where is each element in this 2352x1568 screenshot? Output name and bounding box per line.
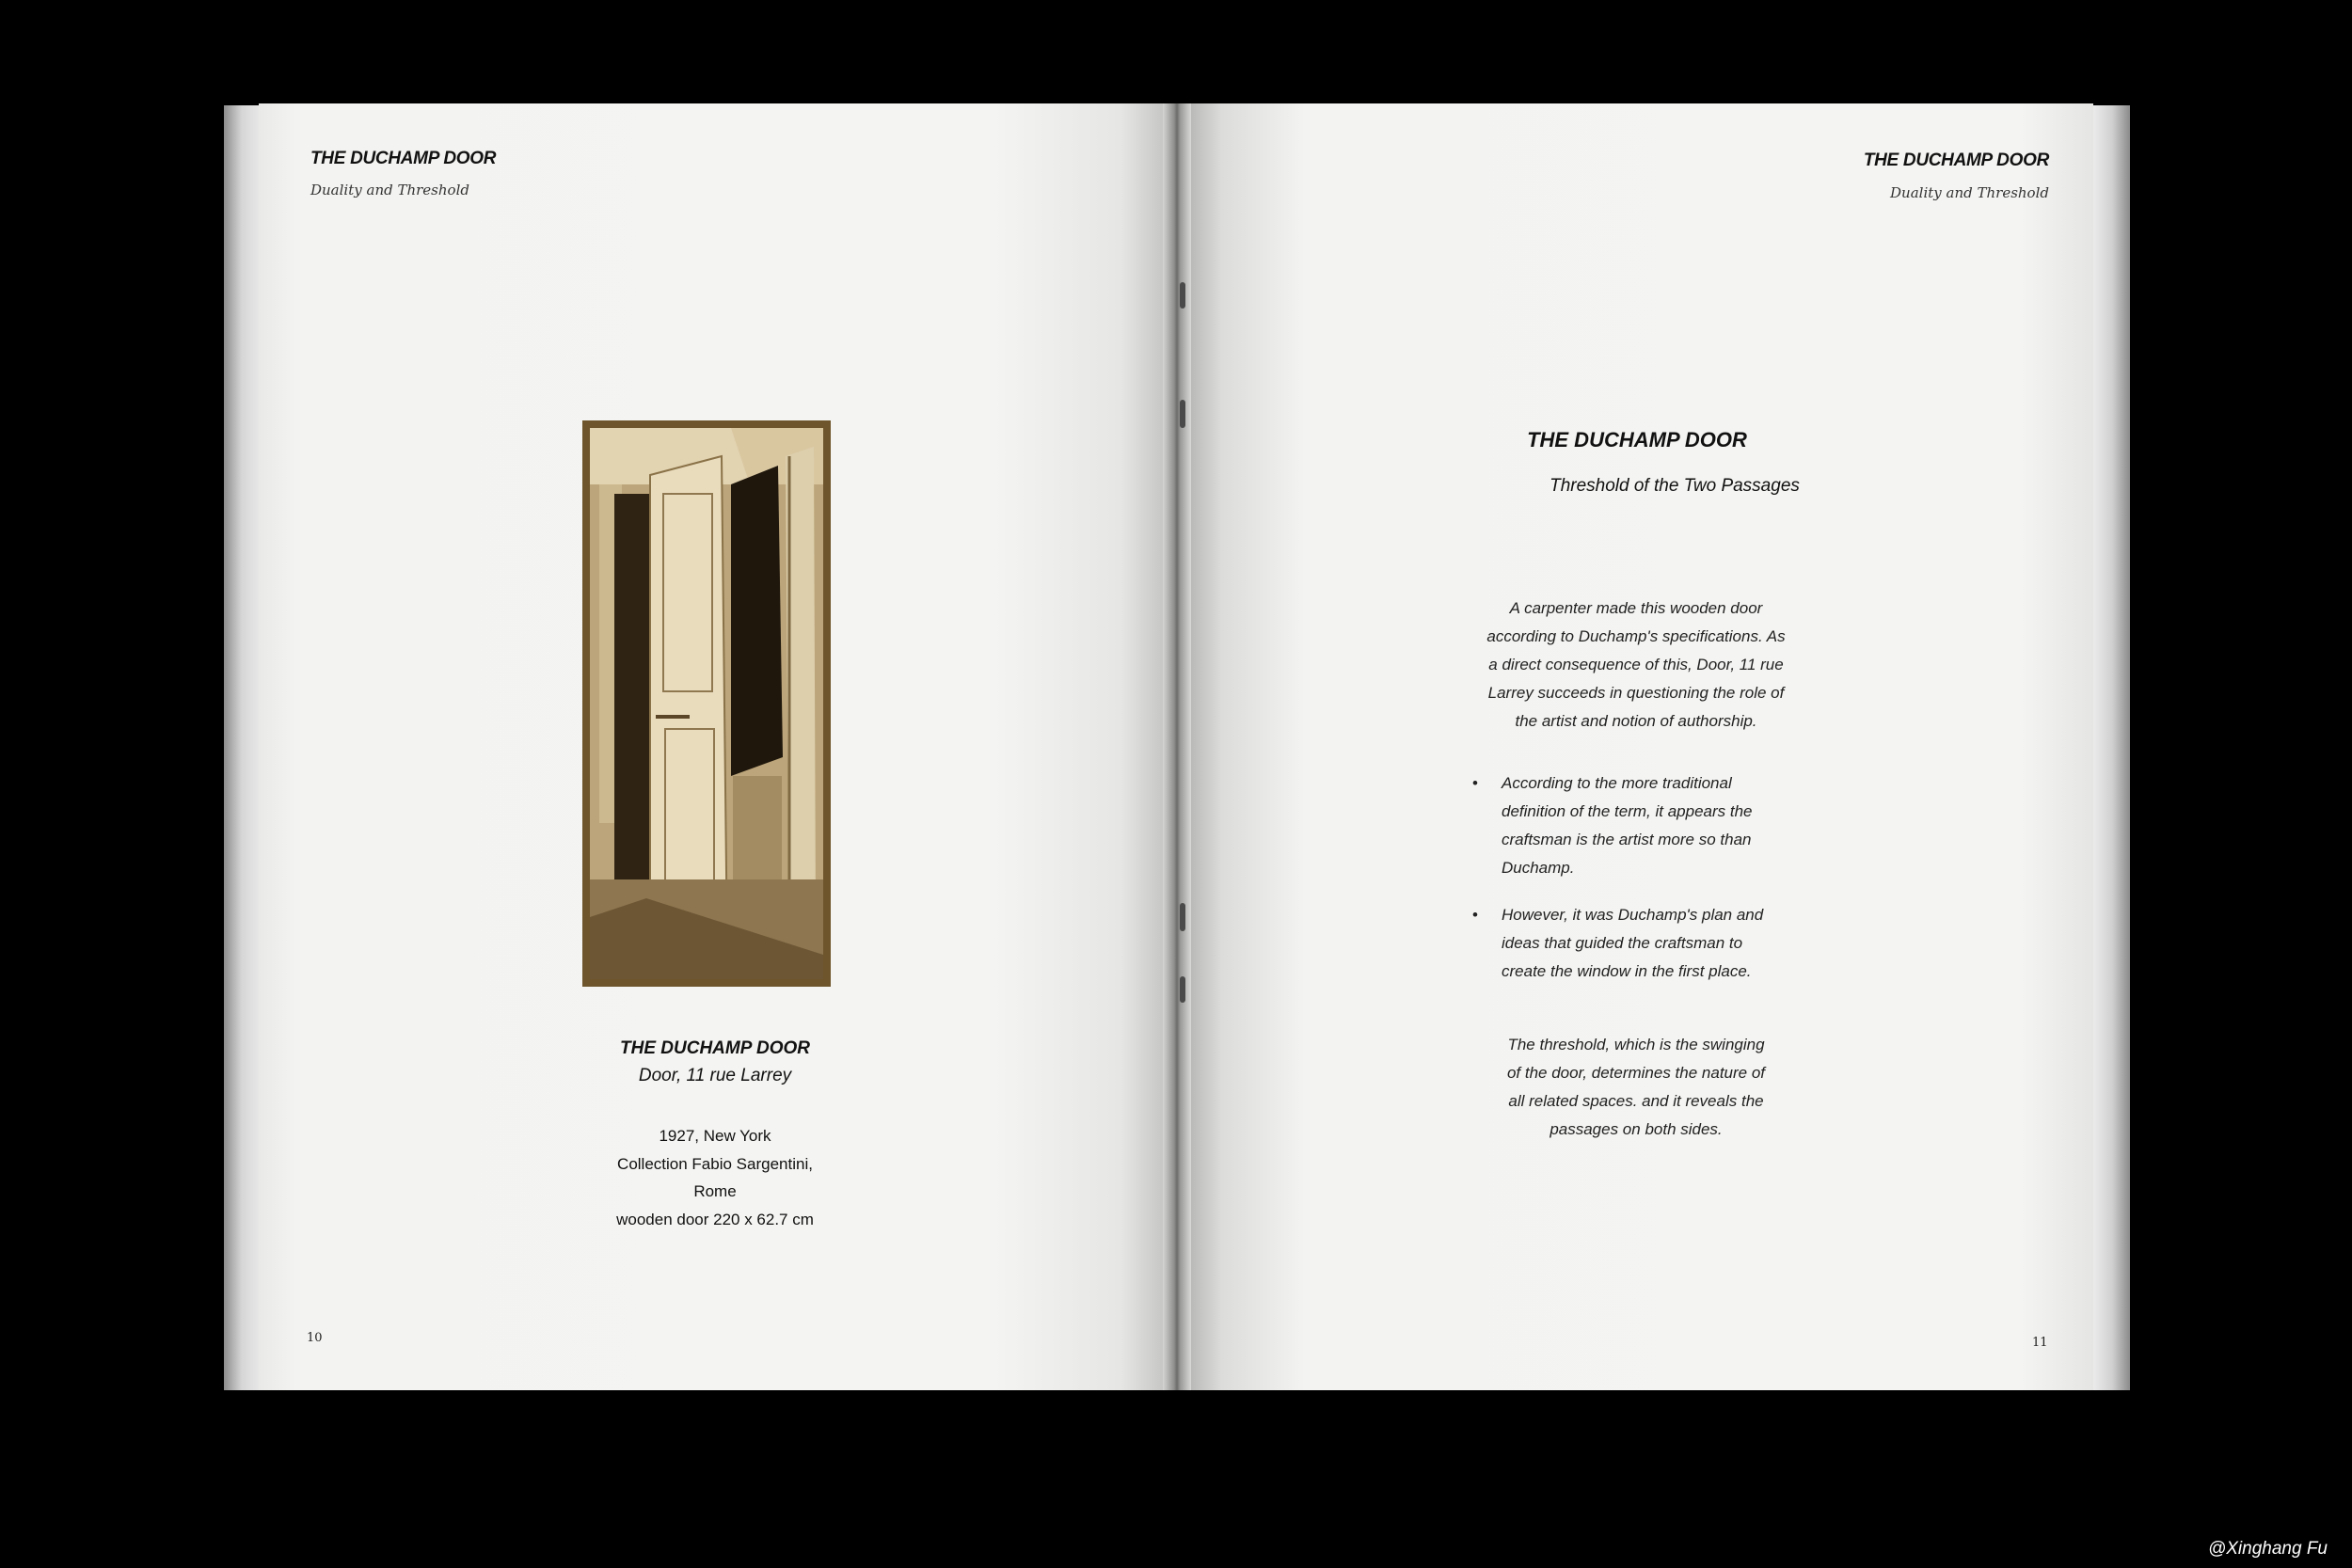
- left-running-title: THE DUCHAMP DOOR: [310, 149, 497, 168]
- paragraph-line: according to Duchamp's specifications. As: [1486, 627, 1786, 645]
- bullet-line: Duchamp.: [1502, 859, 1575, 877]
- caption-details: [527, 1122, 903, 1233]
- left-running-subtitle: Duality and Threshold: [310, 182, 469, 198]
- bullet-line: However, it was Duchamp's plan and: [1502, 906, 1764, 924]
- door-photograph: [582, 420, 831, 987]
- artwork-caption: [527, 1035, 903, 1233]
- photo-credit: @Xinghang Fu: [2207, 1539, 2328, 1559]
- right-running-subtitle: Duality and Threshold: [1890, 184, 2049, 201]
- right-page-number: 11: [2032, 1336, 2048, 1350]
- binding-stitch: [1180, 282, 1185, 309]
- bullet-list: [1470, 769, 1808, 1005]
- book-page-edges-left: [224, 105, 263, 1390]
- caption-title: THE DUCHAMP DOOR: [620, 1038, 810, 1058]
- bullet-line: ideas that guided the craftsman to: [1502, 934, 1743, 952]
- bullet-item: [1470, 769, 1808, 882]
- book-page-edges-right: [2090, 105, 2130, 1390]
- binding-stitch: [1180, 903, 1185, 931]
- caption-detail-line: Collection Fabio Sargentini,: [617, 1154, 813, 1173]
- paragraph-line: passages on both sides.: [1549, 1120, 1723, 1138]
- bullet-line: According to the more traditional: [1502, 774, 1732, 792]
- paragraph-line: a direct consequence of this, Door, 11 rue: [1488, 656, 1784, 673]
- paragraph-line: all related spaces. and it reveals the: [1508, 1092, 1764, 1110]
- closing-paragraph: [1466, 1031, 1806, 1144]
- intro-paragraph: [1466, 594, 1806, 736]
- bullet-marker: •: [1472, 906, 1478, 924]
- left-page-number: 10: [307, 1331, 323, 1345]
- bullet-line: create the window in the first place.: [1502, 962, 1752, 980]
- paragraph-line: A carpenter made this wooden door: [1509, 599, 1763, 617]
- caption-detail-line: Rome: [693, 1182, 737, 1200]
- binding-stitch: [1180, 400, 1185, 428]
- right-page: [1176, 103, 2093, 1390]
- bullet-line: craftsman is the artist more so than: [1502, 831, 1752, 848]
- paragraph-line: Larrey succeeds in questioning the role of: [1487, 684, 1785, 702]
- caption-detail-line: 1927, New York: [659, 1127, 771, 1145]
- bullet-line: definition of the term, it appears the: [1502, 802, 1753, 820]
- caption-subtitle: Door, 11 rue Larrey: [638, 1066, 792, 1085]
- book-gutter: [1163, 103, 1191, 1390]
- paragraph-line: the artist and notion of authorship.: [1515, 712, 1757, 730]
- bullet-item: [1470, 901, 1808, 986]
- section-heading: THE DUCHAMP DOOR: [1527, 428, 1747, 451]
- binding-stitch: [1180, 976, 1185, 1003]
- caption-detail-line: wooden door 220 x 62.7 cm: [616, 1210, 814, 1228]
- paragraph-line: The threshold, which is the swinging: [1507, 1036, 1765, 1053]
- right-running-title: THE DUCHAMP DOOR: [1863, 150, 2049, 170]
- section-subheading: Threshold of the Two Passages: [1549, 476, 1800, 496]
- paragraph-line: of the door, determines the nature of: [1506, 1064, 1766, 1082]
- bullet-marker: •: [1472, 774, 1478, 792]
